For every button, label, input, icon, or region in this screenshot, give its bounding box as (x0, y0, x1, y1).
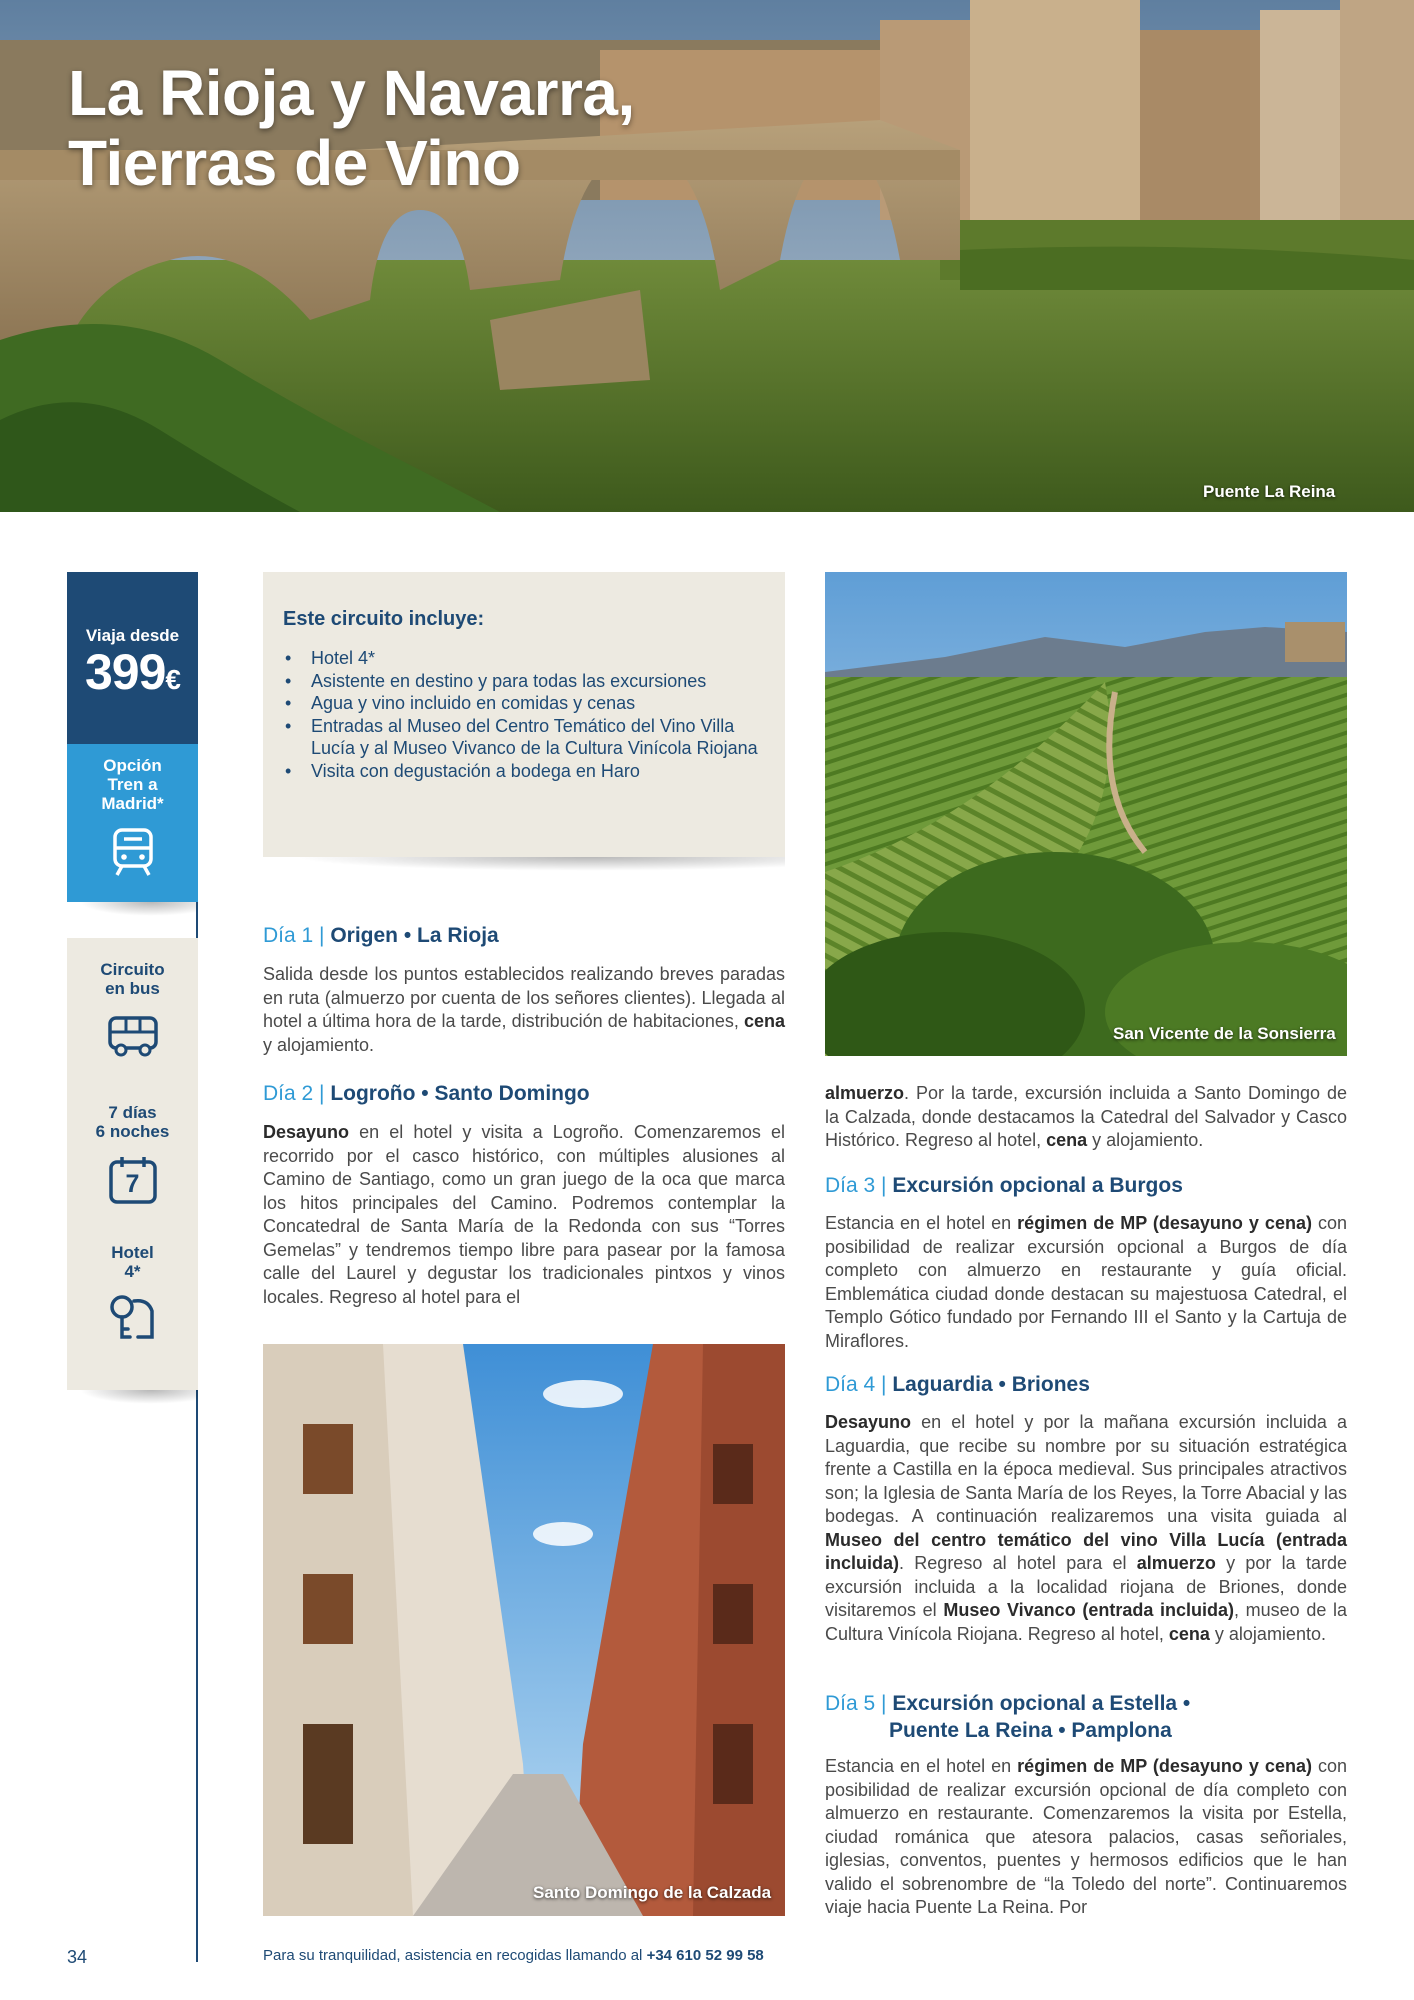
price-currency: € (165, 664, 180, 695)
box-shadow (80, 902, 198, 916)
day-5-title-line-2: Puente La Reina • Pamplona (889, 1719, 1172, 1742)
bus-label-line-2: en bus (105, 979, 160, 998)
train-icon (110, 827, 156, 877)
vineyard-caption: San Vicente de la Sonsierra (1113, 1024, 1336, 1043)
price-value (67, 646, 198, 706)
day-1-text: Salida desde los puntos establecidos realizando breves paradas en ruta (almuerzo por cuenta de los señores clientes). Llegada al hotel a última hora de la tarde, distribución de habitaciones, cena y alojamiento. (263, 964, 785, 1055)
day-3-text: Estancia en el hotel en régimen de MP (desayuno y cena) con posibilidad de realizar excursión opcional a Burgos de día completo con almuerzo en restaurante y guía oficial. Emblemática ciudad donde destacan su majestuosa Catedral, el Templo Gótico fundado por Fernando III el Santo y la Cartuja de Miraflores. (825, 1213, 1347, 1351)
page-title (68, 58, 635, 198)
box-shadow (80, 1390, 198, 1404)
street-photo (263, 1344, 785, 1916)
hotel-label-line-1: Hotel (111, 1243, 154, 1262)
includes-list (283, 647, 765, 782)
day-4-number: Día 4 | (825, 1373, 887, 1396)
day-2-number: Día 2 | (263, 1082, 325, 1105)
day-4-title: Laguardia • Briones (892, 1373, 1090, 1396)
title-line-1: La Rioja y Navarra, (68, 57, 635, 129)
includes-title: Este circuito incluye: (283, 608, 485, 630)
day-3-title: Excursión opcional a Burgos (892, 1174, 1183, 1197)
hotel-stars: 4* (124, 1262, 141, 1281)
day-2-text: Desayuno en el hotel y visita a Logroño. Comenzaremos el recorrido por el casco histórico, con múltiples alusiones al Camino de Santiago, como un gran juego de la oca que marca los hitos principales del Camino. Podremos contemplar la Concatedral de Santa María de la Redonda con sus “Torres Gemelas” y tendremos tiempo libre para pasear por la famosa calle del Laurel y degustar los tradicionales pintxos y vinos locales. Regreso al hotel para el (263, 1122, 785, 1307)
vineyard-photo (825, 572, 1347, 1056)
title-line-2: Tierras de Vino (68, 127, 521, 199)
price-amount: 399 (84, 644, 166, 700)
page-number: 34 (67, 1947, 88, 1967)
bus-icon (106, 1014, 160, 1060)
day-4-text: Desayuno en el hotel y por la mañana excursión incluida a Laguardia, que recibe su nombre por su situación estratégica frente a Castilla en la época medieval. Sus principales atractivos son; la Iglesia de Santa María de los Reyes, la Torre Abacial y las bodegas. A continuación realizaremos una visita guiada al Museo del centro temático del vino Villa Lucía (entrada incluida). Regreso al hotel para el almuerzo y por la tarde excursión incluida a la localidad riojana de Briones, donde visitaremos el Museo Vivanco (entrada incluida), museo de la Cultura Vinícola Riojana. Regreso al hotel, cena y alojamiento. (825, 1412, 1348, 1644)
price-label: Viaja desde (85, 626, 180, 645)
bus-label-line-1: Circuito (100, 960, 165, 979)
day-5-heading (825, 1690, 1190, 1744)
day-1-number: Día 1 | (263, 924, 325, 947)
list-item: • Agua y vino incluido en comidas y cenas (283, 692, 765, 715)
day-1-heading (263, 924, 499, 948)
box-shadow (295, 857, 785, 871)
street-caption: Santo Domingo de la Calzada (533, 1883, 772, 1902)
bus-label (67, 960, 198, 998)
list-item: • Entradas al Museo del Centro Temático del Vino Villa Lucía y al Museo Vivanco de la Cultura Vinícola Riojana (283, 715, 765, 760)
list-item: • Asistente en destino y para todas las excursiones (283, 670, 765, 693)
train-label-line-1: Opción (103, 756, 162, 775)
day-2-text-continued: almuerzo. Por la tarde, excursión incluida a Santo Domingo de la Calzada, donde destacamos la Catedral del Salvador y Casco Histórico. Regreso al hotel, cena y alojamiento. (825, 1083, 1347, 1150)
train-option-box (67, 744, 198, 902)
day-5-title-line-1: Excursión opcional a Estella • (892, 1692, 1191, 1715)
nights-label: 6 noches (95, 1122, 170, 1141)
hero-image (0, 0, 1414, 512)
price-box (67, 572, 198, 744)
day-5-text: Estancia en el hotel en régimen de MP (desayuno y cena) con posibilidad de realizar excursión opcional de día completo con almuerzo en restaurante. Comenzaremos la visita por Estella, ciudad románica que atesora palacios, casas señoriales, iglesias, conventos, puentes y hermosos edificios que le han valido el sobrenombre de “la Toledo del norte”. Continuaremos viaje hacia Puente La Reina. Por (825, 1756, 1347, 1917)
day-1-title: Origen • La Rioja (330, 924, 499, 947)
day-5-number: Día 5 | (825, 1692, 887, 1715)
list-item: • Hotel 4* (283, 647, 765, 670)
calendar-number: 7 (125, 1170, 140, 1198)
day-2-title: Logroño • Santo Domingo (330, 1082, 590, 1105)
list-item: • Visita con degustación a bodega en Haro (283, 760, 765, 783)
includes-box (263, 572, 785, 857)
footer-text: Para su tranquilidad, asistencia en recogidas llamando al (263, 1947, 647, 1964)
hero-caption: Puente La Reina (1203, 482, 1336, 501)
trip-info-box (67, 938, 198, 1390)
train-option-label (67, 756, 198, 813)
day-3-number: Día 3 | (825, 1174, 887, 1197)
day-4-heading (825, 1373, 1090, 1397)
duration-label (67, 1103, 198, 1141)
footer-phone: +34 610 52 99 58 (646, 1947, 764, 1964)
days-label: 7 días (108, 1103, 157, 1122)
footer-note (263, 1947, 764, 1964)
train-label-line-2: Tren a (107, 775, 158, 794)
day-3-heading (825, 1174, 1183, 1198)
train-label-line-3: Madrid* (101, 794, 164, 813)
hotel-key-icon (108, 1291, 158, 1343)
day-2-heading (263, 1082, 590, 1106)
hotel-label (67, 1243, 198, 1281)
calendar-icon (108, 1155, 158, 1205)
